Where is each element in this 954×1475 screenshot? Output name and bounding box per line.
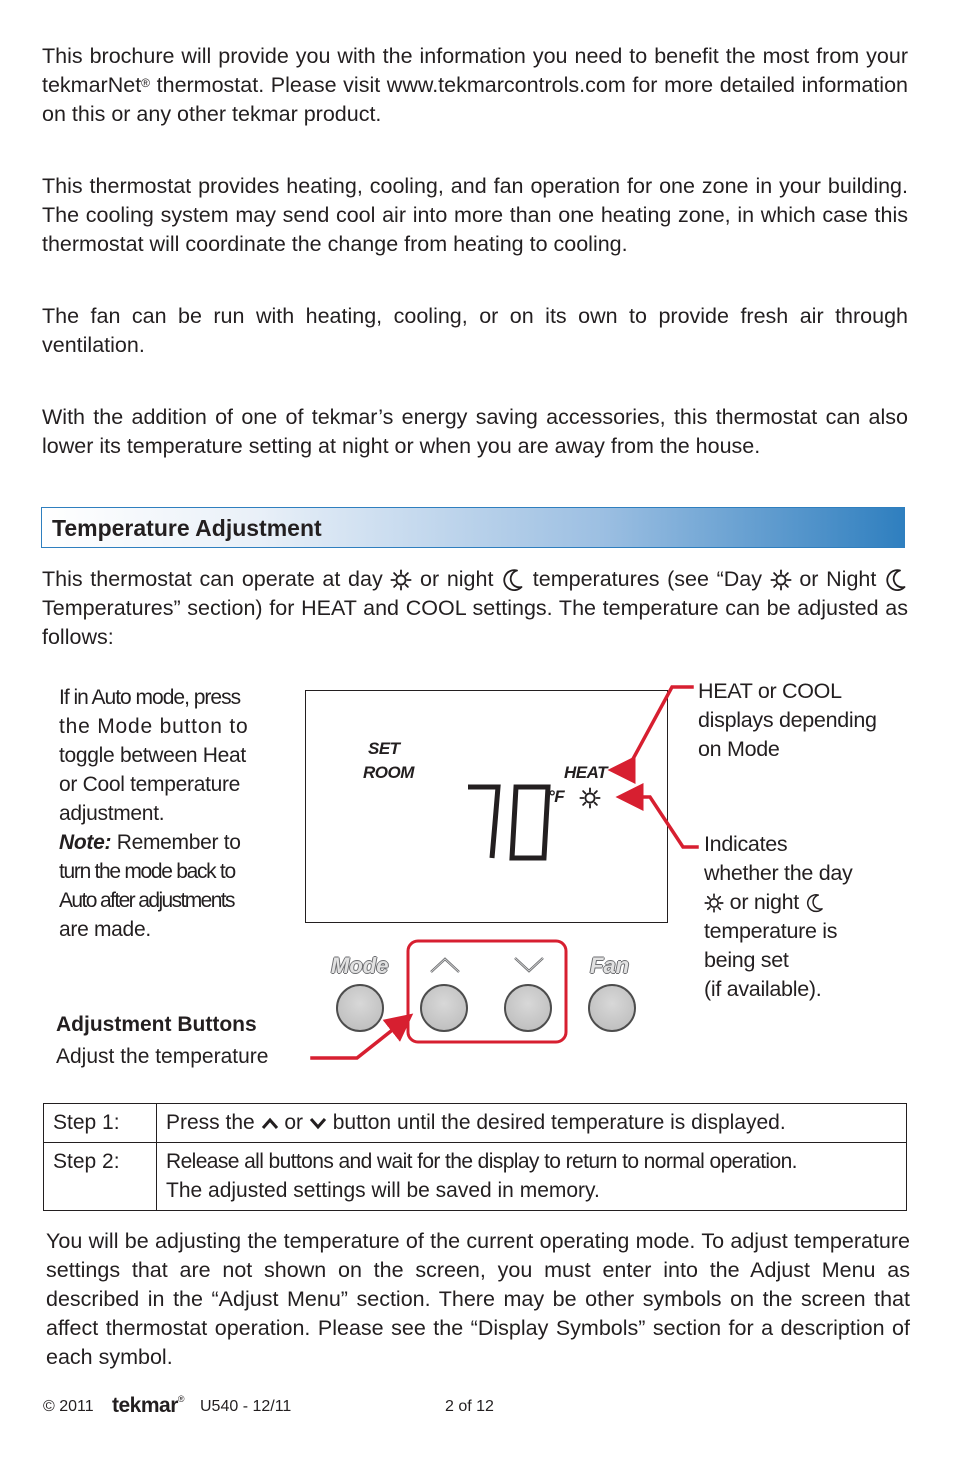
callout-line: HEAT or COOL [698, 679, 842, 703]
note-line: are made. [59, 918, 151, 941]
intro-text-cont: thermostat. Please visit www.tekmarcontrols.com for more detailed information on this or any other tekmar product. [42, 73, 908, 126]
step-text-part: Release all buttons and wait for the display to return to normal operation. [166, 1150, 797, 1173]
callout-line: Indicates [704, 832, 788, 856]
callout-text: or night [724, 890, 805, 914]
step-text-part: Press the [166, 1111, 261, 1134]
step-text-part: or [278, 1111, 309, 1134]
step-text-part: The adjusted settings will be saved in memory. [166, 1179, 600, 1202]
section-intro-text: Temperatures” section) for HEAT and COOL settings. The temperature can be adjusted as follows: [42, 596, 908, 649]
callout-line: temperature is [704, 919, 838, 943]
tekmar-logo-text: tekmar [112, 1394, 178, 1417]
note-line: the Mode button to [59, 715, 249, 738]
callout-line: whether the day [704, 861, 853, 885]
mode-button-label: Mode [331, 953, 389, 978]
note-label: Note: [59, 831, 112, 854]
section-intro-text: This thermostat can operate at day [42, 567, 391, 591]
adjustment-buttons-highlight [408, 941, 566, 1042]
chevron-up-icon [261, 1116, 279, 1130]
registered-mark: ® [141, 76, 151, 90]
step-text-part: button until the desired temperature is displayed. [326, 1111, 786, 1134]
callout-line: displays depending [698, 708, 877, 732]
note-line: toggle between Heat [59, 744, 246, 767]
note-line: turn the mode back to [59, 860, 235, 883]
footer-copyright: © 2011 [43, 1398, 94, 1415]
intro-paragraph-2: This thermostat provides heating, cooling, and fan operation for one zone in your building. The cooling system may send cool air into more than one heating zone, in which case this thermostat will coordinate the change from heating to cooling. [42, 174, 908, 256]
adjustment-buttons-desc: Adjust the temperature [56, 1045, 269, 1068]
note-line: If in Auto mode, press [59, 686, 241, 709]
closing-paragraph: You will be adjusting the temperature of the current operating mode. To adjust temperature settings that are not shown on the screen, you must enter into the Adjust Menu as described in the “Adjust Menu” section. There may be other symbols on the screen that affect thermostat operation. Please see the “Display Symbols” section for a description of each symbol. [46, 1229, 910, 1369]
note-line: or Cool temperature [59, 773, 241, 796]
section-intro-text: or Night [791, 567, 884, 591]
footer-page-number: 2 of 12 [445, 1398, 494, 1415]
callout-line: (if available). [704, 977, 822, 1001]
intro-text: This brochure will provide you with the information you need to benefit the most from your tekmarNet [42, 44, 908, 97]
lcd-room-label: ROOM [363, 763, 414, 782]
step-label: Step 2: [44, 1143, 157, 1211]
footer-doc-number: U540 - 12/11 [200, 1398, 292, 1415]
lcd-set-label: SET [368, 739, 400, 758]
tekmar-logo-reg: ® [177, 1394, 185, 1404]
callout-line: being set [704, 948, 789, 972]
lcd-unit-label: °F [548, 787, 565, 806]
callout-line: on Mode [698, 737, 780, 761]
chevron-down-icon [309, 1116, 327, 1130]
lcd-heat-label: HEAT [564, 763, 608, 782]
section-intro-text: or night [412, 567, 502, 591]
section-intro-text: temperatures (see “Day [525, 567, 770, 591]
section-title: Temperature Adjustment [52, 515, 322, 541]
step-text [157, 1104, 907, 1143]
step-text [157, 1143, 907, 1211]
intro-paragraph-3: The fan can be run with heating, cooling, or on its own to provide fresh air through ventilation. [42, 304, 908, 357]
intro-paragraph-4: With the addition of one of tekmar’s energy saving accessories, this thermostat can also lower its temperature setting at night or when you are away from the house. [42, 405, 908, 458]
note-text: Remember to [111, 831, 241, 854]
table-row [44, 1104, 907, 1143]
table-row [44, 1143, 907, 1211]
tekmar-logo [112, 1394, 184, 1418]
fan-button-label: Fan [590, 953, 630, 978]
steps-table [43, 1103, 907, 1211]
step-label: Step 1: [44, 1104, 157, 1143]
adjustment-buttons-title: Adjustment Buttons [56, 1013, 257, 1036]
note-line: Auto after adjustments [59, 889, 234, 912]
note-line: adjustment. [59, 802, 165, 825]
